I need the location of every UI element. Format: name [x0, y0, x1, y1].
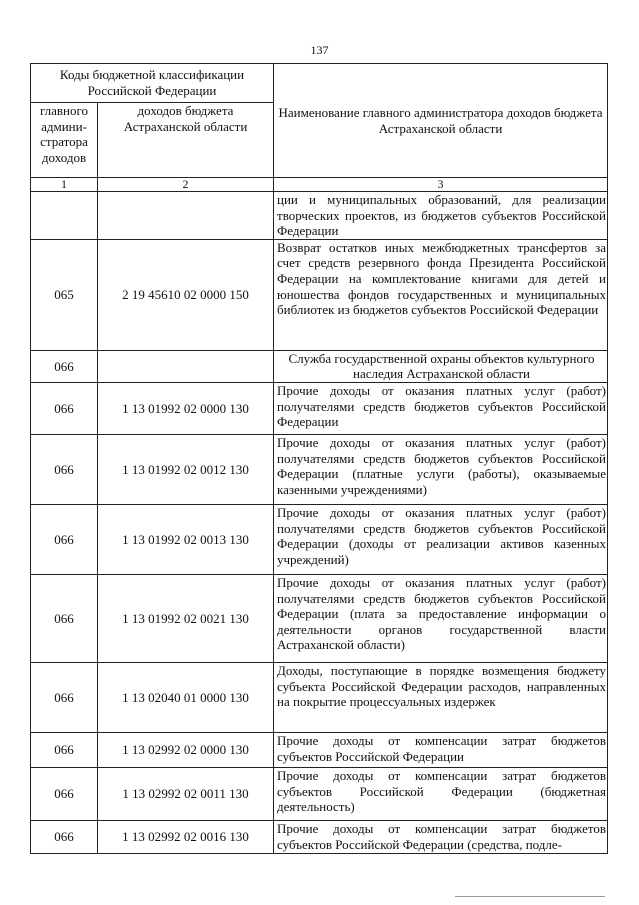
department-name-cell: Служба государственной охраны объектов культурного наследия Астраханской области [274, 350, 608, 382]
table-row [31, 434, 608, 504]
header-row-numbers [31, 178, 608, 192]
revenue-name-cell: Прочие доходы от компенсации затрат бюджетов субъектов Российской Федерации (средства, подле- [274, 820, 608, 853]
revenue-code-cell: 1 13 02992 02 0016 130 [98, 820, 274, 853]
revenue-name-cell: Прочие доходы от оказания платных услуг (работ) получателями средств бюджетов субъектов Российской Федерации (плата за предоставление информации о деятельности органов государственной власти Астраханской области) [274, 574, 608, 662]
table-row [31, 192, 608, 240]
table-row [31, 820, 608, 853]
table-row [31, 574, 608, 662]
table-row [31, 239, 608, 350]
revenue-name-cell: Прочие доходы от компенсации затрат бюджетов субъектов Российской Федерации (бюджетная деятельность) [274, 767, 608, 820]
admin-code-cell: 066 [31, 382, 98, 434]
admin-code-cell: 066 [31, 732, 98, 767]
header-col2-title: доходов бюджета Астраханской области [98, 103, 274, 178]
revenue-code-cell [98, 192, 274, 240]
header-col3-title: Наименование главного администратора доходов бюджета Астраханской области [274, 64, 608, 178]
header-group-title: Коды бюджетной классификации Российской Федерации [31, 64, 274, 103]
header-col1-number: 1 [31, 178, 98, 192]
revenue-code-cell: 1 13 01992 02 0013 130 [98, 504, 274, 574]
admin-code-cell: 066 [31, 662, 98, 732]
budget-classification-table [30, 63, 608, 854]
revenue-name-cell: Доходы, поступающие в порядке возмещения бюджету субъекта Российской Федерации расходов, направленных на покрытие процессуальных издержек [274, 662, 608, 732]
revenue-code-cell: 1 13 01992 02 0012 130 [98, 434, 274, 504]
header-row-group [31, 64, 608, 103]
table-row [31, 350, 608, 382]
revenue-name-cell: Прочие доходы от оказания платных услуг (работ) получателями средств бюджетов субъектов Российской Федерации [274, 382, 608, 434]
revenue-code-cell: 1 13 01992 02 0000 130 [98, 382, 274, 434]
page-number: 137 [310, 43, 329, 57]
revenue-code-cell: 2 19 45610 02 0000 150 [98, 239, 274, 350]
admin-code-cell: 066 [31, 767, 98, 820]
table-row [31, 382, 608, 434]
revenue-name-cell: ции и муниципальных образований, для реализации творческих проектов, из бюджетов субъектов Российской Федерации [274, 192, 608, 240]
revenue-name-cell: Возврат остатков иных межбюджетных трансфертов за счет средств резервного фонда Президента Российской Федерации на комплектование книгами для детей и юношества фондов государственных и муниципальных библиотек из бюджетов субъектов Российской Федерации [274, 239, 608, 350]
revenue-name-cell: Прочие доходы от оказания платных услуг (работ) получателями средств бюджетов субъектов Российской Федерации (платные услуги (работы), оказываемые казенными учреждениями) [274, 434, 608, 504]
table-row [31, 767, 608, 820]
revenue-name-cell: Прочие доходы от оказания платных услуг (работ) получателями средств бюджетов субъектов Российской Федерации (доходы от реализации активов казенных учреждений) [274, 504, 608, 574]
admin-code-cell: 066 [31, 350, 98, 382]
revenue-code-cell: 1 13 01992 02 0021 130 [98, 574, 274, 662]
admin-code-cell: 066 [31, 434, 98, 504]
revenue-code-cell [98, 350, 274, 382]
revenue-code-cell: 1 13 02040 01 0000 130 [98, 662, 274, 732]
admin-code-cell: 066 [31, 820, 98, 853]
revenue-code-cell: 1 13 02992 02 0011 130 [98, 767, 274, 820]
revenue-name-cell: Прочие доходы от компенсации затрат бюджетов субъектов Российской Федерации [274, 732, 608, 767]
revenue-code-cell: 1 13 02992 02 0000 130 [98, 732, 274, 767]
admin-code-cell [31, 192, 98, 240]
bottom-rule [455, 896, 605, 897]
admin-code-cell: 066 [31, 504, 98, 574]
table-row [31, 504, 608, 574]
admin-code-cell: 066 [31, 574, 98, 662]
header-col1-title: главного админи-стратора доходов [31, 103, 98, 178]
header-col3-number: 3 [274, 178, 608, 192]
admin-code-cell: 065 [31, 239, 98, 350]
header-col2-number: 2 [98, 178, 274, 192]
table-row [31, 662, 608, 732]
table-row [31, 732, 608, 767]
